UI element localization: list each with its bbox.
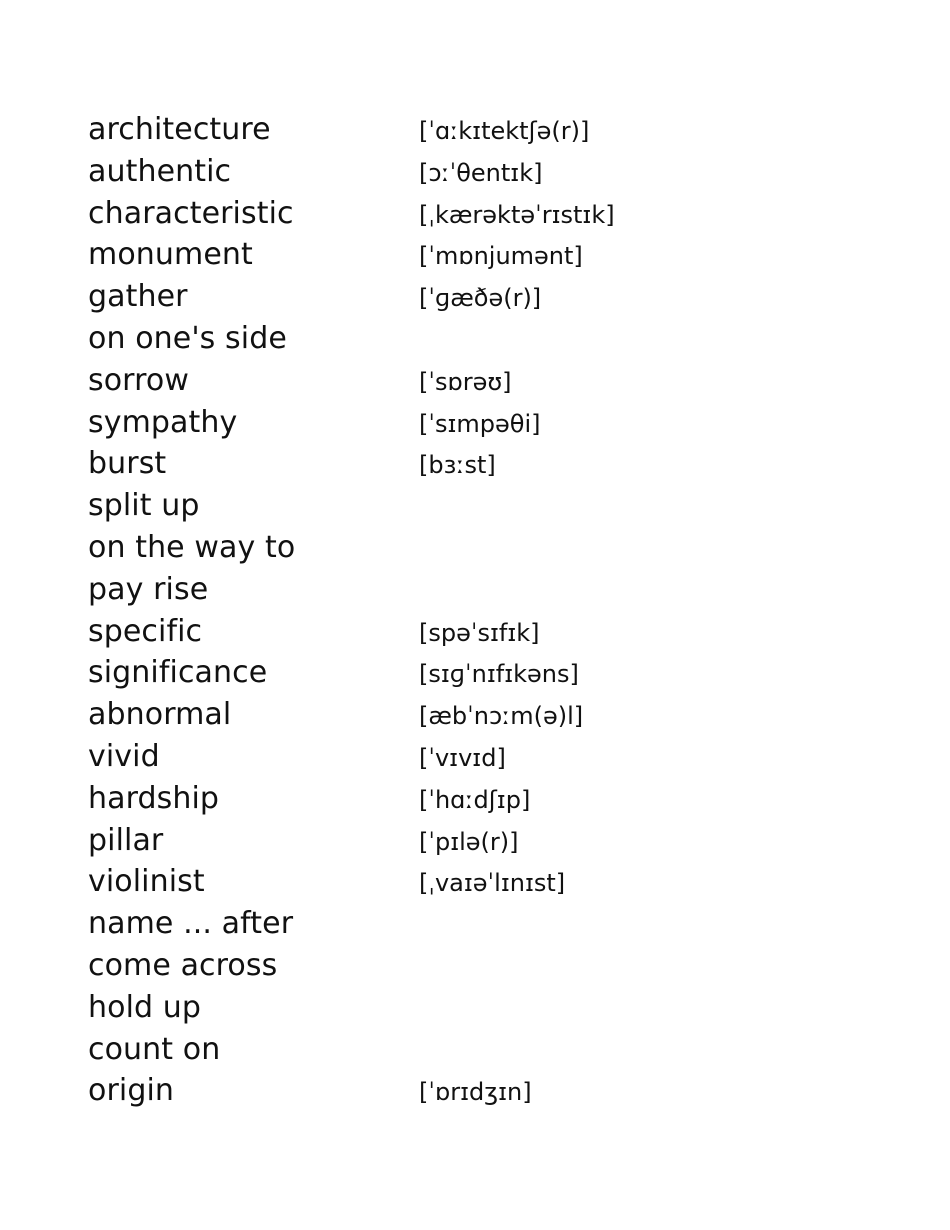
vocab-word: specific <box>88 613 203 649</box>
vocab-entry <box>88 864 868 906</box>
vocab-word: split up <box>88 488 200 524</box>
vocab-word: violinist <box>88 864 205 900</box>
vocab-entry <box>88 321 868 363</box>
vocab-entry <box>88 488 868 530</box>
vocab-entry <box>88 739 868 781</box>
vocab-phonetic: [æbˈnɔːm(ə)l] <box>419 702 584 731</box>
vocab-phonetic: [ˈsɪmpəθi] <box>419 409 541 438</box>
vocab-entry <box>88 112 868 154</box>
vocab-word: on one's side <box>88 320 287 356</box>
vocab-word: gather <box>88 279 188 315</box>
vocab-entry <box>88 279 868 321</box>
vocab-word: pay rise <box>88 571 209 607</box>
vocab-entry <box>88 948 868 990</box>
vocab-phonetic: [ˈɒrɪdʒɪn] <box>419 1078 532 1107</box>
vocab-entry <box>88 237 868 279</box>
vocab-phonetic: [ˈpɪlə(r)] <box>419 827 519 856</box>
vocab-word: monument <box>88 237 253 273</box>
vocab-entry <box>88 446 868 488</box>
vocab-entry <box>88 1073 868 1115</box>
vocab-phonetic: [ˈɑːkɪtektʃə(r)] <box>419 117 590 145</box>
vocab-word: burst <box>88 446 167 482</box>
vocab-phonetic: [bɜːst] <box>419 451 496 480</box>
vocab-phonetic: [ˈvɪvɪd] <box>419 743 506 772</box>
vocab-phonetic: [sɪɡˈnɪfɪkəns] <box>419 660 579 689</box>
vocab-word: hardship <box>88 780 220 816</box>
vocab-entry <box>88 990 868 1032</box>
vocab-entry <box>88 196 868 238</box>
vocab-phonetic: [ˌkærəktəˈrɪstɪk] <box>419 200 615 229</box>
vocab-word: name ... after <box>88 906 294 942</box>
vocab-phonetic: [ˌvaɪəˈlɪnɪst] <box>419 869 566 898</box>
vocab-word: abnormal <box>88 697 232 733</box>
vocab-entry <box>88 697 868 739</box>
vocabulary-list <box>88 112 868 1115</box>
vocab-word: hold up <box>88 989 202 1025</box>
vocab-phonetic: [ˈmɒnjumənt] <box>419 242 583 271</box>
vocab-phonetic: [ɔːˈθentɪk] <box>419 158 543 187</box>
vocab-phonetic: [ˈhɑːdʃɪp] <box>419 785 531 814</box>
vocab-phonetic: [ˈsɒrəʊ] <box>419 367 512 396</box>
vocab-word: authentic <box>88 153 232 189</box>
vocab-phonetic: [spəˈsɪfɪk] <box>419 618 540 647</box>
vocab-word: architecture <box>88 112 271 147</box>
vocab-entry <box>88 405 868 447</box>
vocab-entry <box>88 781 868 823</box>
vocab-entry <box>88 906 868 948</box>
vocab-phonetic: [ˈɡæðə(r)] <box>419 284 542 313</box>
vocab-word: characteristic <box>88 195 294 231</box>
vocab-word: on the way to <box>88 529 296 565</box>
vocab-word: come across <box>88 947 278 983</box>
vocab-word: vivid <box>88 738 160 774</box>
vocab-entry <box>88 655 868 697</box>
vocab-word: pillar <box>88 822 164 858</box>
vocab-entry <box>88 614 868 656</box>
vocab-entry <box>88 823 868 865</box>
vocab-entry <box>88 572 868 614</box>
vocab-entry <box>88 363 868 405</box>
vocab-entry <box>88 530 868 572</box>
vocab-word: sympathy <box>88 404 238 440</box>
vocab-entry <box>88 154 868 196</box>
vocab-word: count on <box>88 1031 221 1067</box>
vocab-word: sorrow <box>88 362 189 398</box>
vocab-entry <box>88 1032 868 1074</box>
vocab-word: significance <box>88 655 268 691</box>
vocab-word: origin <box>88 1073 175 1109</box>
